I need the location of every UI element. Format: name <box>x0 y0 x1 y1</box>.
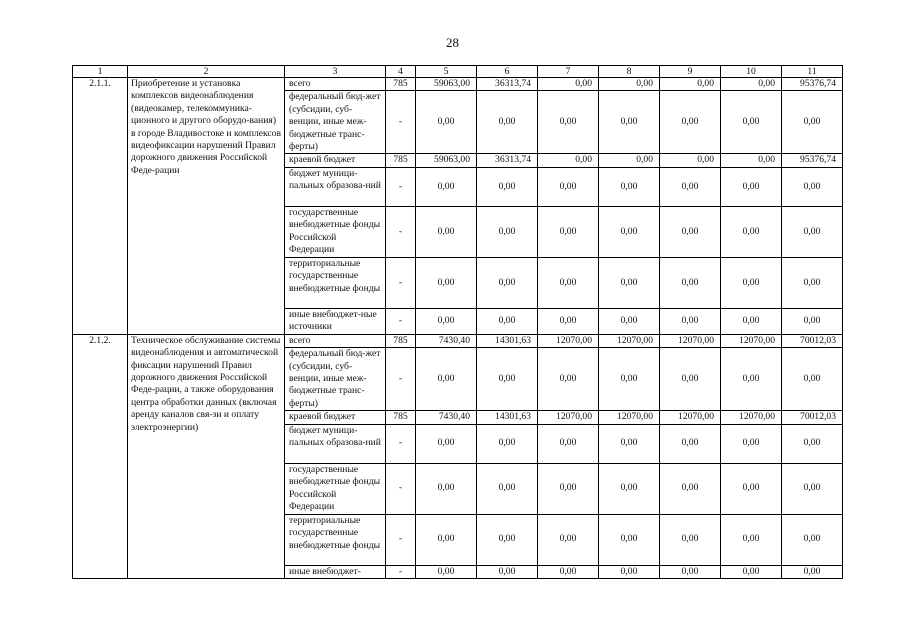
amount-cell: 0,00 <box>538 206 599 257</box>
amount-cell: 36313,74 <box>477 78 538 91</box>
column-header: 8 <box>599 66 660 78</box>
amount-cell: 0,00 <box>538 565 599 578</box>
amount-cell: 0,00 <box>416 348 477 411</box>
funding-source-label: государственные внебюджетные фонды Российской Федерации <box>285 206 386 257</box>
funding-source-label: федеральный бюд-жет (субсидии, суб-венции, иные меж-бюджетные транс-ферты) <box>285 91 386 154</box>
amount-cell: 0,00 <box>782 565 843 578</box>
amount-cell: 0,00 <box>660 514 721 565</box>
amount-cell: 0,00 <box>538 463 599 514</box>
amount-cell: 0,00 <box>782 463 843 514</box>
amount-cell: 0,00 <box>599 206 660 257</box>
amount-cell: 0,00 <box>538 514 599 565</box>
column-4-value: - <box>386 514 416 565</box>
funding-source-label: территориальные государственные внебюджетные фонды <box>285 257 386 308</box>
amount-cell: 0,00 <box>538 154 599 167</box>
amount-cell: 36313,74 <box>477 154 538 167</box>
amount-cell: 0,00 <box>660 167 721 206</box>
column-header: 3 <box>285 66 386 78</box>
amount-cell: 0,00 <box>721 206 782 257</box>
column-header: 10 <box>721 66 782 78</box>
amount-cell: 0,00 <box>782 167 843 206</box>
amount-cell: 0,00 <box>721 167 782 206</box>
amount-cell: 59063,00 <box>416 78 477 91</box>
amount-cell: 0,00 <box>477 565 538 578</box>
amount-cell: 0,00 <box>538 348 599 411</box>
column-4-value: - <box>386 424 416 463</box>
amount-cell: 0,00 <box>721 91 782 154</box>
amount-cell: 70012,03 <box>782 334 843 347</box>
amount-cell: 0,00 <box>599 167 660 206</box>
funding-source-label: всего <box>285 334 386 347</box>
amount-cell: 0,00 <box>782 308 843 334</box>
column-header: 5 <box>416 66 477 78</box>
amount-cell: 0,00 <box>599 565 660 578</box>
amount-cell: 0,00 <box>477 91 538 154</box>
funding-source-label: территориальные государственные внебюджетные фонды <box>285 514 386 565</box>
amount-cell: 12070,00 <box>538 411 599 424</box>
column-header: 9 <box>660 66 721 78</box>
funding-source-label: краевой бюджет <box>285 154 386 167</box>
amount-cell: 0,00 <box>660 463 721 514</box>
amount-cell: 0,00 <box>477 514 538 565</box>
funding-source-label: краевой бюджет <box>285 411 386 424</box>
column-4-value: - <box>386 463 416 514</box>
column-header-row <box>73 66 843 78</box>
amount-cell: 0,00 <box>416 514 477 565</box>
amount-cell: 0,00 <box>538 257 599 308</box>
amount-cell: 12070,00 <box>660 411 721 424</box>
amount-cell: 0,00 <box>599 514 660 565</box>
amount-cell: 0,00 <box>416 308 477 334</box>
column-header: 7 <box>538 66 599 78</box>
amount-cell: 0,00 <box>660 424 721 463</box>
amount-cell: 0,00 <box>599 463 660 514</box>
amount-cell: 0,00 <box>721 514 782 565</box>
amount-cell: 0,00 <box>599 91 660 154</box>
amount-cell: 0,00 <box>477 463 538 514</box>
amount-cell: 0,00 <box>416 424 477 463</box>
amount-cell: 14301,63 <box>477 411 538 424</box>
amount-cell: 0,00 <box>416 91 477 154</box>
amount-cell: 95376,74 <box>782 154 843 167</box>
column-4-value: 785 <box>386 154 416 167</box>
amount-cell: 0,00 <box>416 565 477 578</box>
event-description: Приобретение и установка комплексов видеонаблюдения (видеокамер, телекоммуника-ционного и другого оборудо-вания) в городе Владивостоке и комплексов видеофиксации нарушений Правил дорожного движения Российской Феде-рации <box>128 78 285 335</box>
funding-source-label: иные внебюджет-ные источники <box>285 308 386 334</box>
amount-cell: 0,00 <box>782 257 843 308</box>
column-4-value: 785 <box>386 334 416 347</box>
amount-cell: 0,00 <box>538 78 599 91</box>
item-number: 2.1.1. <box>73 78 128 335</box>
amount-cell: 0,00 <box>538 308 599 334</box>
amount-cell: 0,00 <box>599 154 660 167</box>
column-4-value: - <box>386 565 416 578</box>
amount-cell: 0,00 <box>660 565 721 578</box>
amount-cell: 95376,74 <box>782 78 843 91</box>
amount-cell: 0,00 <box>721 154 782 167</box>
amount-cell: 0,00 <box>477 167 538 206</box>
amount-cell: 0,00 <box>782 514 843 565</box>
funding-source-label: всего <box>285 78 386 91</box>
amount-cell: 14301,63 <box>477 334 538 347</box>
amount-cell: 0,00 <box>599 308 660 334</box>
amount-cell: 0,00 <box>416 206 477 257</box>
amount-cell: 0,00 <box>721 565 782 578</box>
amount-cell: 0,00 <box>477 424 538 463</box>
amount-cell: 70012,03 <box>782 411 843 424</box>
amount-cell: 0,00 <box>782 424 843 463</box>
amount-cell: 59063,00 <box>416 154 477 167</box>
column-4-value: 785 <box>386 78 416 91</box>
column-4-value: - <box>386 167 416 206</box>
column-header: 11 <box>782 66 843 78</box>
column-header: 6 <box>477 66 538 78</box>
column-header: 4 <box>386 66 416 78</box>
column-4-value: - <box>386 348 416 411</box>
amount-cell: 0,00 <box>721 257 782 308</box>
amount-cell: 0,00 <box>782 206 843 257</box>
funding-source-label: иные внебюджет- <box>285 565 386 578</box>
amount-cell: 0,00 <box>660 154 721 167</box>
amount-cell: 0,00 <box>538 424 599 463</box>
amount-cell: 12070,00 <box>538 334 599 347</box>
amount-cell: 0,00 <box>721 78 782 91</box>
amount-cell: 0,00 <box>721 424 782 463</box>
table-row <box>73 334 843 347</box>
amount-cell: 0,00 <box>416 257 477 308</box>
funding-source-label: государственные внебюджетные фонды Российской Федерации <box>285 463 386 514</box>
amount-cell: 12070,00 <box>599 334 660 347</box>
column-4-value: - <box>386 308 416 334</box>
event-description: Техническое обслуживание системы видеонаблюдения и автоматической фиксации нарушений Правил дорожного движения Российской Феде-рации, а также оборудования центра обработки данных (включая аренду каналов свя-зи и оплату электроэнергии) <box>128 334 285 578</box>
amount-cell: 0,00 <box>538 91 599 154</box>
item-number: 2.1.2. <box>73 334 128 578</box>
column-4-value: - <box>386 206 416 257</box>
funding-source-label: бюджет муници-пальных образова-ний <box>285 424 386 463</box>
amount-cell: 0,00 <box>721 463 782 514</box>
amount-cell: 0,00 <box>477 206 538 257</box>
amount-cell: 0,00 <box>660 206 721 257</box>
amount-cell: 0,00 <box>660 257 721 308</box>
amount-cell: 0,00 <box>477 348 538 411</box>
amount-cell: 0,00 <box>660 78 721 91</box>
column-4-value: - <box>386 257 416 308</box>
budget-table <box>72 65 843 579</box>
amount-cell: 0,00 <box>782 91 843 154</box>
funding-source-label: федеральный бюд-жет (субсидии, суб-венции, иные меж-бюджетные транс-ферты) <box>285 348 386 411</box>
amount-cell: 0,00 <box>538 167 599 206</box>
amount-cell: 0,00 <box>416 463 477 514</box>
amount-cell: 12070,00 <box>599 411 660 424</box>
amount-cell: 0,00 <box>599 348 660 411</box>
funding-source-label: бюджет муници-пальных образова-ний <box>285 167 386 206</box>
amount-cell: 0,00 <box>416 167 477 206</box>
amount-cell: 0,00 <box>660 348 721 411</box>
amount-cell: 0,00 <box>599 257 660 308</box>
column-4-value: 785 <box>386 411 416 424</box>
amount-cell: 0,00 <box>721 308 782 334</box>
amount-cell: 12070,00 <box>721 411 782 424</box>
amount-cell: 0,00 <box>599 78 660 91</box>
amount-cell: 0,00 <box>721 348 782 411</box>
amount-cell: 0,00 <box>477 257 538 308</box>
amount-cell: 12070,00 <box>660 334 721 347</box>
column-header: 1 <box>73 66 128 78</box>
column-4-value: - <box>386 91 416 154</box>
column-header: 2 <box>128 66 285 78</box>
amount-cell: 7430,40 <box>416 334 477 347</box>
amount-cell: 0,00 <box>599 424 660 463</box>
page-number: 28 <box>446 35 459 50</box>
amount-cell: 0,00 <box>660 91 721 154</box>
amount-cell: 0,00 <box>660 308 721 334</box>
amount-cell: 0,00 <box>477 308 538 334</box>
amount-cell: 12070,00 <box>721 334 782 347</box>
amount-cell: 7430,40 <box>416 411 477 424</box>
amount-cell: 0,00 <box>782 348 843 411</box>
table-row <box>73 78 843 91</box>
